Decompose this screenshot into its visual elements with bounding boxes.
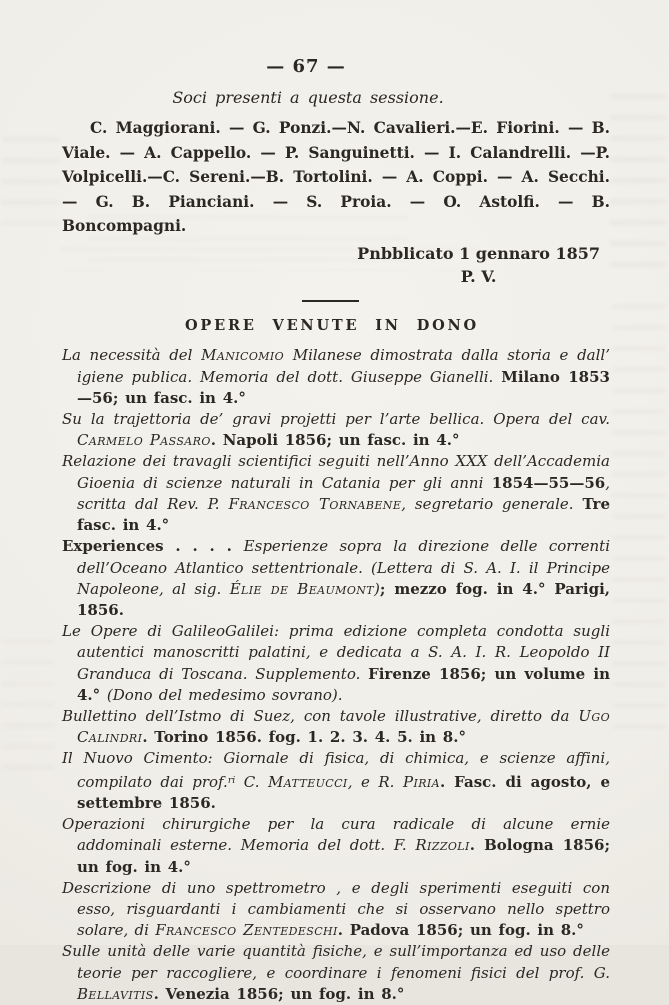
bibliography-entry <box>62 345 610 409</box>
entry-segment: . Bologna 1856; un fog. in 4.° <box>77 836 611 876</box>
entry-segment: Ugo Calindri <box>77 706 610 747</box>
session-heading: Soci presenti a questa sessione. <box>172 88 444 107</box>
published-initials: P. V. <box>460 266 497 286</box>
entry-segment: Piria <box>402 772 440 791</box>
entry-segment: Su la trajettoria de’ gravi projetti per l’arte bellica. Opera del cav. <box>62 410 610 429</box>
entry-segment: ) <box>374 579 380 598</box>
entry-segment: Relazione dei travagli scientifici seguiti nell’Anno XXX dell’Accademia Gioenia di scienze naturali in Catania per gli anni <box>62 452 610 492</box>
entry-segment: . Fasc. di agosto, e settembre 1856. <box>77 772 610 812</box>
entry-segment: Milanese dimostrata dalla storia e dall’ igiene publica. Memoria del dott. Giuseppe Gianelli. <box>77 346 610 386</box>
entry-segment: , e R. <box>347 772 403 791</box>
bibliography-entry <box>62 878 610 942</box>
bibliography-entry <box>62 409 610 451</box>
bleedthrough-smudge <box>2 640 54 770</box>
entry-segment: Operazioni chirurgiche per la cura radicale di alcune ernie addominali esterne. Memoria del dott. F. <box>62 815 610 855</box>
bibliography-entry <box>62 941 610 1005</box>
bibliography-entry <box>62 536 610 621</box>
entry-segment: , segretario generale. <box>401 494 583 513</box>
entry-segment: Manicomio <box>201 346 285 365</box>
bibliography-list <box>62 345 610 1004</box>
entry-segment: . Padova 1856; un fog. in 8.° <box>337 921 584 940</box>
entry-segment: Francesco Tornabene <box>228 494 402 513</box>
bleedthrough-smudge <box>610 95 666 275</box>
section-heading: OPERE VENUTE IN DONO <box>184 317 479 335</box>
publication-inner <box>357 242 600 288</box>
entry-segment: . Torino 1856. fog. 1. 2. 3. 4. 5. in 8.° <box>142 728 466 747</box>
published-line: Pnbblicato 1 gennaro 1857 <box>357 243 600 263</box>
bibliography-entry <box>62 814 610 878</box>
entry-segment: (Dono del medesimo sovrano). <box>106 685 343 704</box>
entry-segment: ; mezzo fog. in 4.° Parigi, 1856. <box>77 579 610 619</box>
entry-segment: Tre fasc. in 4.° <box>77 494 610 535</box>
entry-segment: Le Opere di GalileoGalilei: prima edizione completa condotta sugli autentici manoscritti palatini, e dedicata a S. A. I. R. Leopoldo II Granduca di Toscana. Supplemento. <box>62 622 610 683</box>
page-number: — 67 — <box>266 56 346 77</box>
entry-segment: Bellavitis <box>77 984 154 1003</box>
entry-segment: ri <box>227 774 236 786</box>
section-divider <box>302 300 359 303</box>
entry-segment: Sulle unità delle varie quantità fisiche, e sull’importanza ed uso delle teorie per raccogliere, e coordinare i fenomeni fisici del prof. G. <box>62 942 610 982</box>
entry-segment: . Napoli 1856; un fasc. in 4.° <box>210 431 460 450</box>
entry-segment: C. <box>235 772 269 791</box>
entry-segment: La necessità del <box>62 346 202 365</box>
page-content <box>62 56 610 1005</box>
entry-segment: Firenze 1856; un volume in 4.° <box>77 664 610 704</box>
bibliography-entry <box>62 706 610 748</box>
entry-segment: Rizzoli <box>415 836 470 855</box>
bibliography-entry <box>62 451 610 536</box>
entry-segment: Bullettino dell’Istmo di Suez, con tavole illustrative, diretto da <box>62 706 579 725</box>
entry-segment: Descrizione di uno spettrometro , e degli sperimenti eseguiti con esso, risguardanti i cambiamenti che si osservano nello spettro solare, di <box>62 878 610 940</box>
bibliography-entry <box>62 621 610 706</box>
entry-segment: Experiences . . . . <box>62 537 244 556</box>
entry-segment: . Venezia 1856; un fog. in 8.° <box>153 984 405 1003</box>
publication-block <box>62 242 610 288</box>
bleedthrough-smudge <box>612 305 666 735</box>
members-paragraph: C. Maggiorani. — G. Ponzi.—N. Cavalieri.—E. Fiorini. — B. Viale. — A. Cappello. — P. Sanguinetti. — I. Calandrelli. —P. Volpicelli.—C. Sereni.—B. Tortolini. — A. Coppi. — A. Secchi. — G. B. Pianciani. — S. Proia. — O. Astolfi. — B. Boncompagni. <box>62 119 610 236</box>
bleedthrough-smudge <box>2 138 60 224</box>
entry-segment: Il Nuovo Cimento: Giornale di fisica, di chimica, e scienze affini, compilato dai prof. <box>62 749 610 791</box>
entry-segment: Francesco Zentedeschi <box>155 921 338 940</box>
entry-segment: Esperienze sopra la direzione delle correnti dell’Oceano Atlantico settentrionale. (Lettera di S. A. I. il Principe Napoleone, al sig. <box>77 537 610 598</box>
entry-segment: , scritta dal Rev. P. <box>77 473 610 513</box>
entry-segment: Élie de Beaumont <box>229 579 375 598</box>
entry-segment: 1854—55—56 <box>491 473 606 492</box>
entry-segment: Carmelo Passaro <box>77 431 211 450</box>
bibliography-entry <box>62 748 610 814</box>
entry-segment: Matteucci <box>268 772 348 791</box>
entry-segment: Milano 1853—56; un fasc. in 4.° <box>77 367 610 407</box>
